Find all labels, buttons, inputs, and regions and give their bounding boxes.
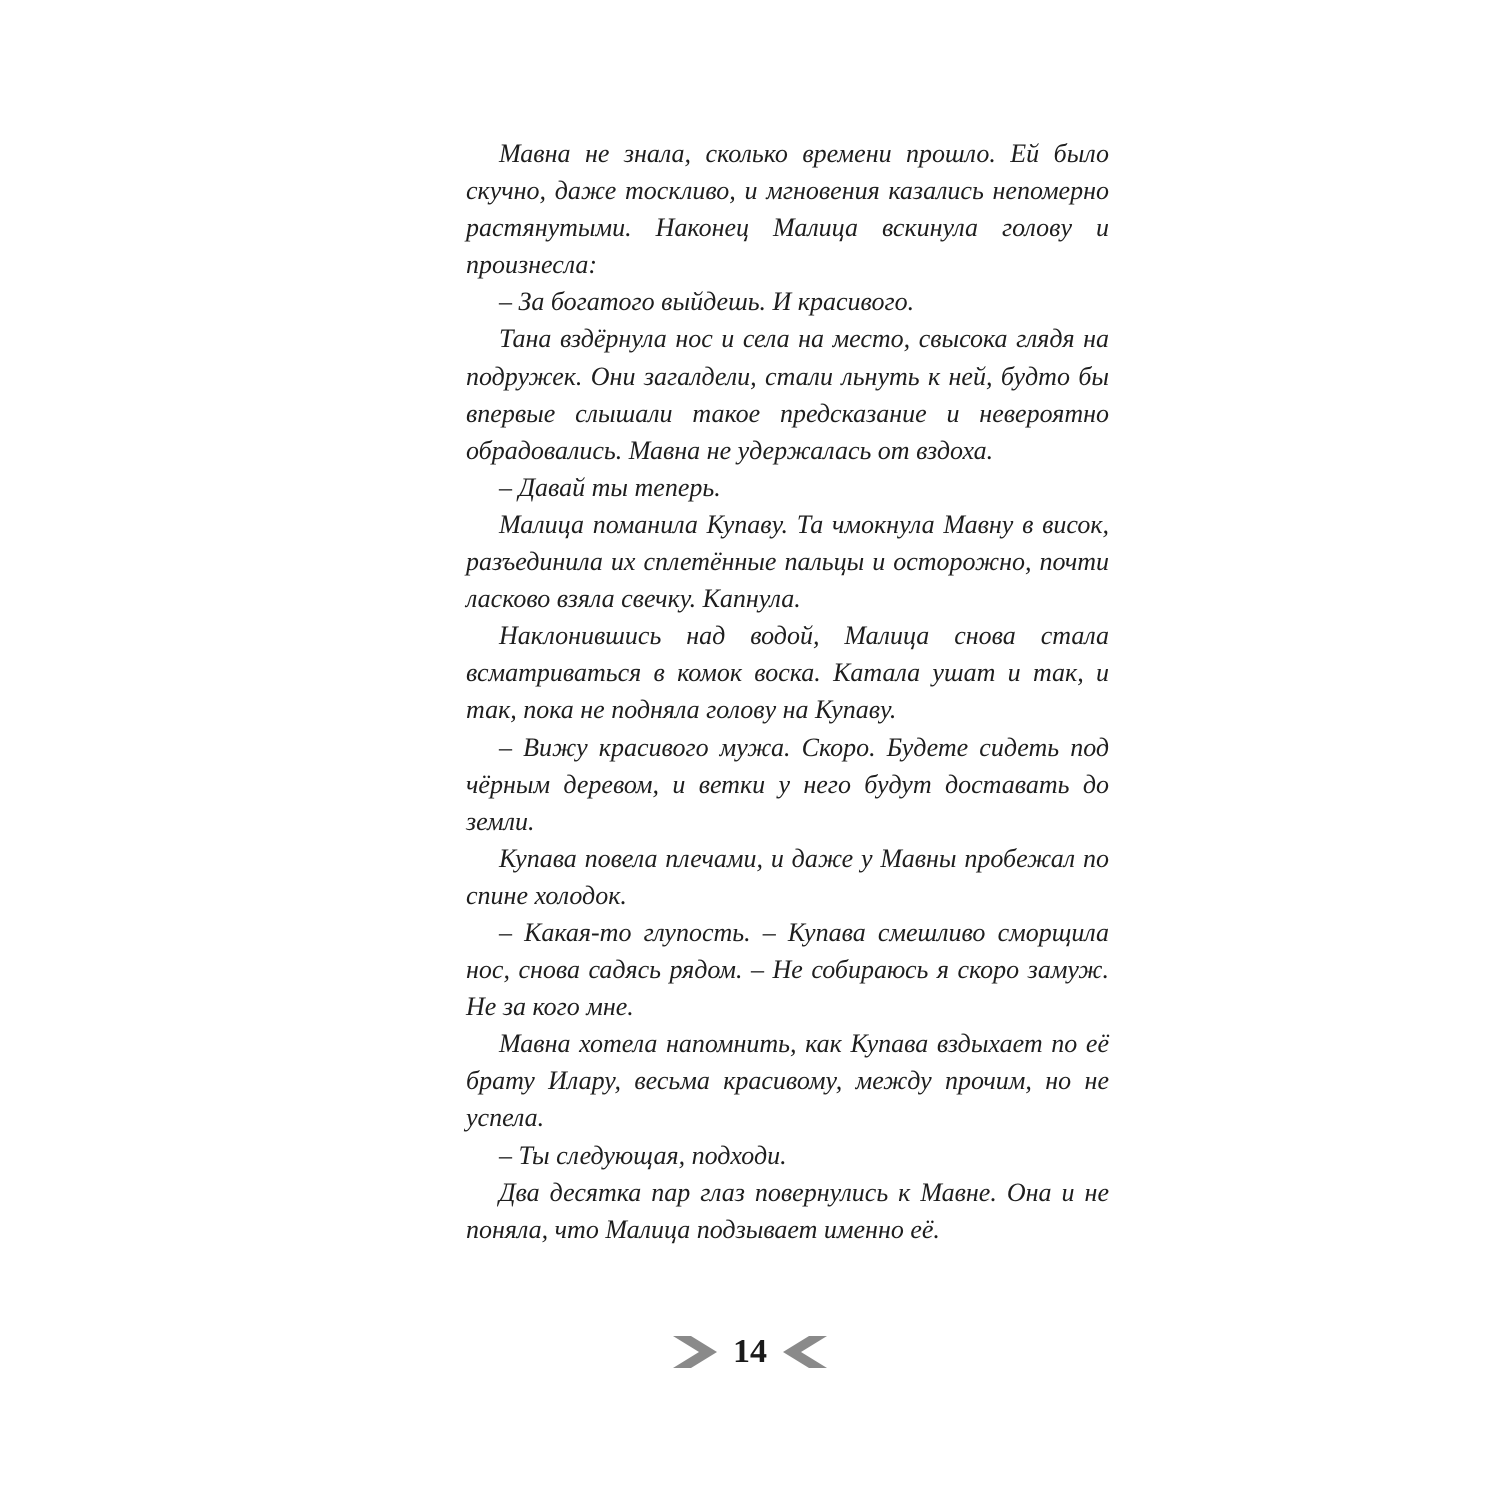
paragraph-4: – Давай ты теперь. (499, 472, 721, 502)
page-folio (0, 1322, 1500, 1382)
paragraph-7: – Вижу красивого мужа. Скоро. Будете сидеть под чёрным деревом, и ветки у него будут доставать до земли. (466, 732, 1109, 836)
paragraph-10: Мавна хотела напомнить, как Купава вздыхает по её брату Илару, весьма красивому, между прочим, но не успела. (466, 1029, 1109, 1133)
paragraph-5: Малица поманила Купаву. Та чмокнула Мавну в висок, разъединила их сплетённые пальцы и осторожно, почти ласково взяла свечку. Капнула. (466, 509, 1109, 614)
page-number: 14 (733, 1333, 767, 1370)
body-text (466, 135, 1109, 1248)
paragraph-12: Два десятка пар глаз повернулись к Мавне. Она и не поняла, что Малица подзывает именно её. (466, 1177, 1109, 1244)
paragraph-9: – Какая-то глупость. – Купава смешливо сморщила нос, снова садясь рядом. – Не собираюсь я скоро замуж. Не за кого мне. (466, 917, 1109, 1022)
chevron-right-icon (671, 1334, 719, 1370)
paragraph-2: – За богатого выйдешь. И красивого. (499, 287, 915, 317)
paragraph-6: Наклонившись над водой, Малица снова стала всматриваться в комок воска. Катала ушат и так, и так, пока не подняла голову на Купаву. (466, 621, 1109, 725)
paragraph-11: – Ты следующая, подходи. (499, 1140, 787, 1170)
paragraph-1: Мавна не знала, сколько времени прошло. Ей было скучно, даже тоскливо, и мгновения казались непомерно растянутыми. Наконец Малица вскинула голову и произнесла: (466, 139, 1109, 280)
chevron-left-icon (781, 1334, 829, 1370)
paragraph-3: Тана вздёрнула нос и села на место, свысока глядя на подружек. Они загалдели, стали льнуть к ней, будто бы впервые слышали такое предсказание и невероятно обрадовались. Мавна не удержалась от вздоха. (466, 324, 1109, 465)
paragraph-8: Купава повела плечами, и даже у Мавны пробежал по спине холодок. (466, 843, 1109, 910)
